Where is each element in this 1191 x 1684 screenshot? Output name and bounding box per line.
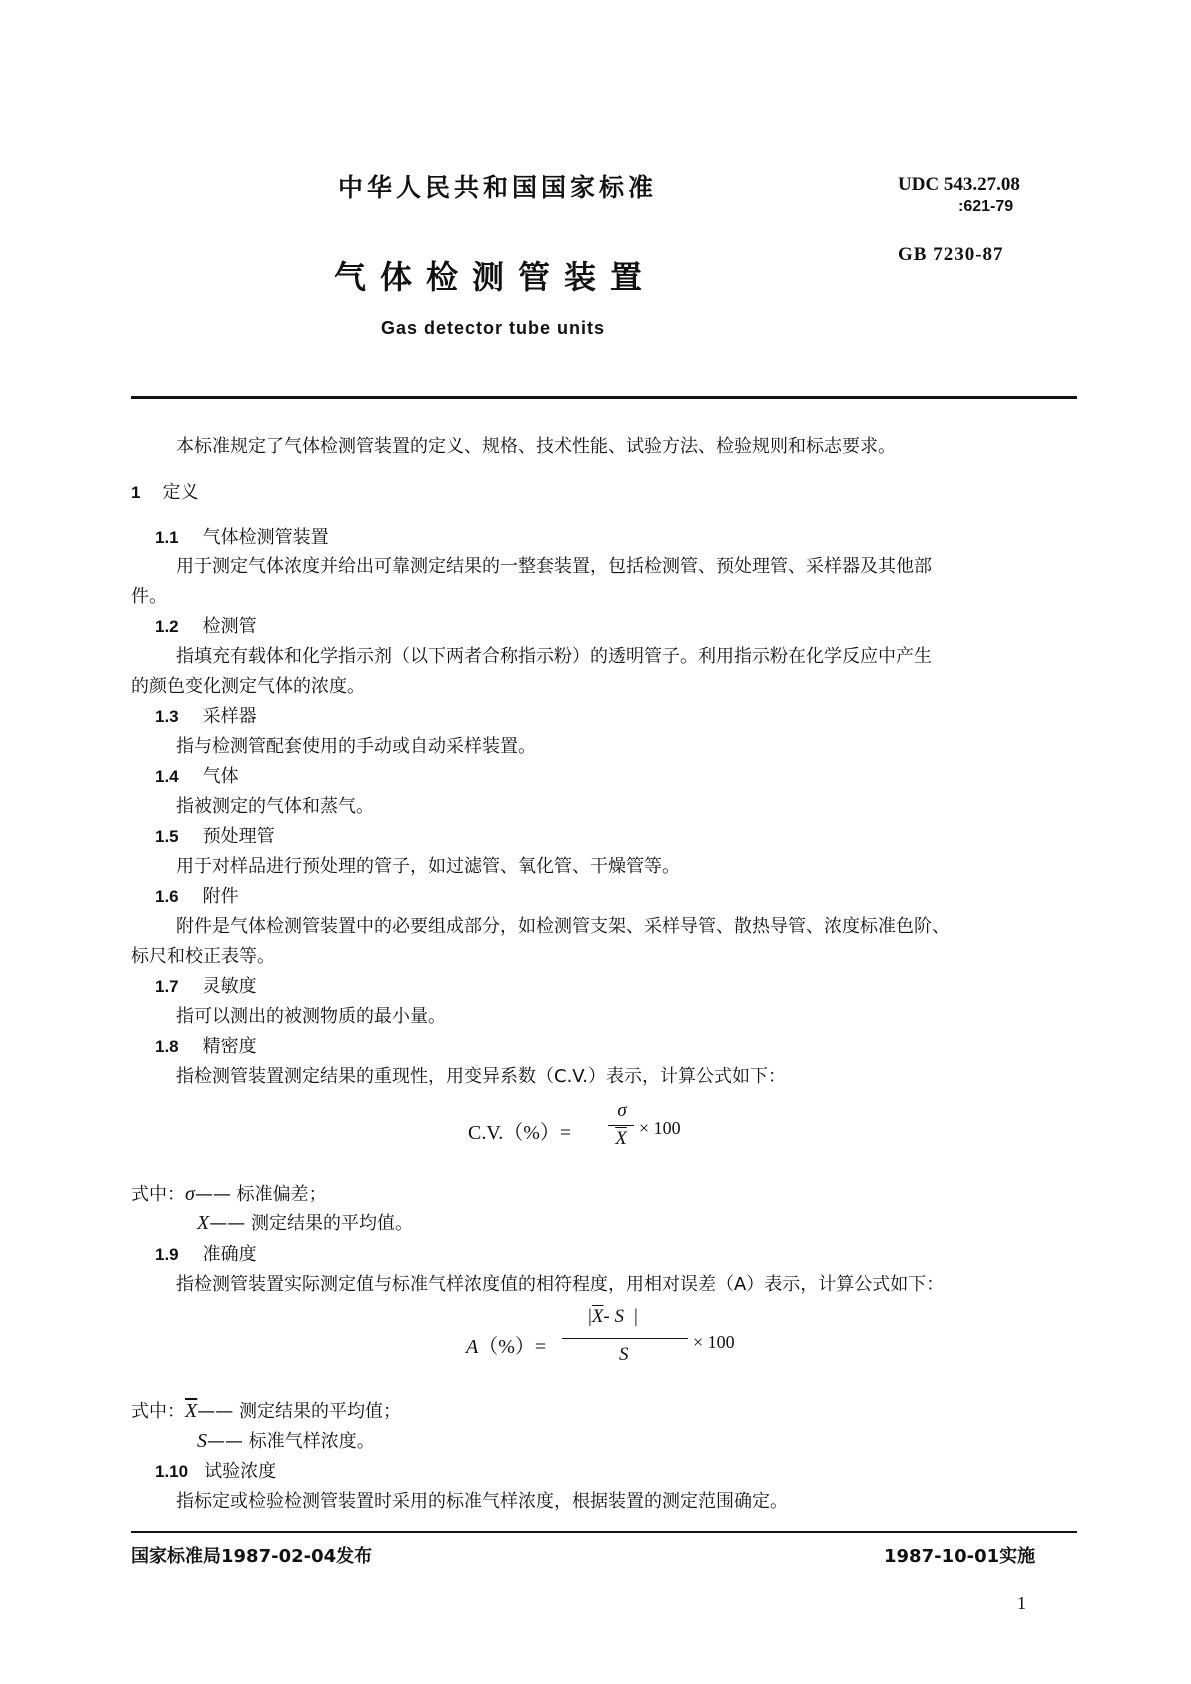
item-title: 预处理管 [202, 826, 275, 847]
item-heading [155, 612, 257, 638]
formula-cv-denominator: $\overline{X}$ [615, 1128, 627, 1149]
symbol-desc: —— 测定结果的平均值。 [209, 1213, 413, 1234]
item-title: 附件 [202, 886, 239, 907]
standard-header: 中华人民共和国国家标准 [338, 173, 658, 202]
item-heading [155, 882, 239, 908]
item-heading [155, 1032, 257, 1058]
item-number: 1.2 [155, 617, 179, 636]
where-clause [131, 1397, 401, 1423]
formula-cv-numerator: σ [617, 1100, 627, 1121]
minus-s: - S [603, 1306, 624, 1327]
formula-lhs-rest: （%）= [478, 1336, 547, 1358]
item-heading [155, 523, 329, 549]
item-title: 气体检测管装置 [202, 527, 329, 548]
symbol-x: X [197, 1212, 210, 1234]
item-title: 精密度 [202, 1036, 257, 1057]
item-text: 的颜色变化测定气体的浓度。 [131, 676, 365, 697]
where-clause [131, 1180, 327, 1206]
item-text: 指与检测管配套使用的手动或自动采样装置。 [176, 736, 536, 757]
item-number: 1.9 [155, 1245, 179, 1264]
item-text: 标尺和校正表等。 [131, 946, 275, 967]
formula-cv-multiplier: × 100 [639, 1118, 681, 1138]
item-number: 1.10 [155, 1462, 189, 1481]
item-heading [155, 1457, 276, 1483]
item-title: 准确度 [202, 1244, 257, 1265]
symbol-desc: —— 测定结果的平均值； [197, 1401, 401, 1422]
item-heading [155, 1240, 257, 1266]
item-heading [155, 702, 257, 728]
udc-number: UDC 543.27.08 [898, 174, 1020, 195]
formula-symbol-a: A [466, 1336, 479, 1358]
section-title: 定义 [162, 482, 199, 503]
item-number: 1.4 [155, 767, 179, 786]
page-title-english: Gas detector tube units [381, 318, 606, 338]
item-text: 用于对样品进行预处理的管子，如过滤管、氧化管、干燥管等。 [176, 856, 680, 877]
formula-accuracy-denominator: S [619, 1344, 629, 1365]
where-prefix: 式中： [131, 1401, 185, 1422]
item-text: 指被测定的气体和蒸气。 [176, 796, 374, 817]
item-heading [155, 972, 257, 998]
symbol-x: $\overline{X}$ [185, 1400, 198, 1422]
item-text: 指可以测出的被测物质的最小量。 [176, 1006, 446, 1027]
formula-accuracy-lhs [466, 1330, 546, 1359]
symbol-sigma: σ [185, 1183, 195, 1205]
item-title: 试验浓度 [204, 1461, 277, 1482]
item-number: 1.8 [155, 1037, 179, 1056]
effective-date: 1987-10-01实施 [884, 1546, 1036, 1567]
item-title: 检测管 [202, 616, 257, 637]
item-text: 附件是气体检测管装置中的必要组成部分，如检测管支架、采样导管、散热导管、浓度标准色阶、 [176, 916, 950, 937]
item-number: 1.6 [155, 887, 179, 906]
item-heading [155, 822, 275, 848]
issue-date: 国家标准局1987-02-04发布 [131, 1546, 373, 1567]
item-number: 1.5 [155, 827, 179, 846]
symbol-s: S [197, 1430, 207, 1452]
item-text: 指检测管装置测定结果的重现性，用变异系数（C.V.）表示，计算公式如下： [176, 1066, 787, 1087]
where-clause [197, 1209, 413, 1235]
item-text: 用于测定气体浓度并给出可靠测定结果的一整套装置，包括检测管、预处理管、采样器及其他部 [176, 556, 932, 577]
item-text: 指标定或检验检测管装置时采用的标准气样浓度，根据装置的测定范围确定。 [176, 1491, 788, 1512]
symbol-x: $\overline{X}$ [591, 1306, 604, 1327]
item-text: 指填充有载体和化学指示剂（以下两者合称指示粉）的透明管子。利用指示粉在化学反应中产生 [176, 646, 932, 667]
item-title: 灵敏度 [202, 976, 257, 997]
intro-paragraph: 本标准规定了气体检测管装置的定义、规格、技术性能、试验方法、检验规则和标志要求。 [176, 436, 896, 457]
item-title: 采样器 [202, 706, 257, 727]
page-number: 1 [1017, 1593, 1026, 1613]
where-clause [197, 1427, 375, 1453]
gb-number: GB 7230-87 [898, 244, 1004, 265]
symbol-desc: —— 标准偏差； [194, 1184, 327, 1205]
formula-accuracy-multiplier: × 100 [693, 1332, 735, 1352]
formula-cv-fraction-bar [608, 1125, 634, 1126]
item-heading [155, 762, 239, 788]
item-number: 1.7 [155, 977, 179, 996]
formula-accuracy-fraction-bar [562, 1338, 688, 1339]
formula-cv-lhs: C.V.（%）= [468, 1122, 572, 1144]
formula-accuracy-numerator [588, 1306, 638, 1328]
where-prefix: 式中： [131, 1184, 185, 1205]
footer-divider [131, 1531, 1077, 1533]
udc-number-line2: :621-79 [958, 198, 1014, 215]
abs-bar-right: | [634, 1306, 638, 1327]
abs-bar-left: | [588, 1306, 592, 1327]
symbol-desc: —— 标准气样浓度。 [207, 1431, 375, 1452]
header-divider [131, 396, 1077, 399]
item-text: 指检测管装置实际测定值与标准气样浓度值的相符程度，用相对误差（A）表示，计算公式如下： [176, 1274, 945, 1295]
section-heading [131, 478, 198, 504]
page-title: 气体检测管装置 [334, 258, 657, 296]
item-title: 气体 [202, 766, 239, 787]
section-number: 1 [131, 483, 141, 502]
item-number: 1.3 [155, 707, 179, 726]
item-number: 1.1 [155, 528, 179, 547]
item-text: 件。 [131, 586, 167, 607]
